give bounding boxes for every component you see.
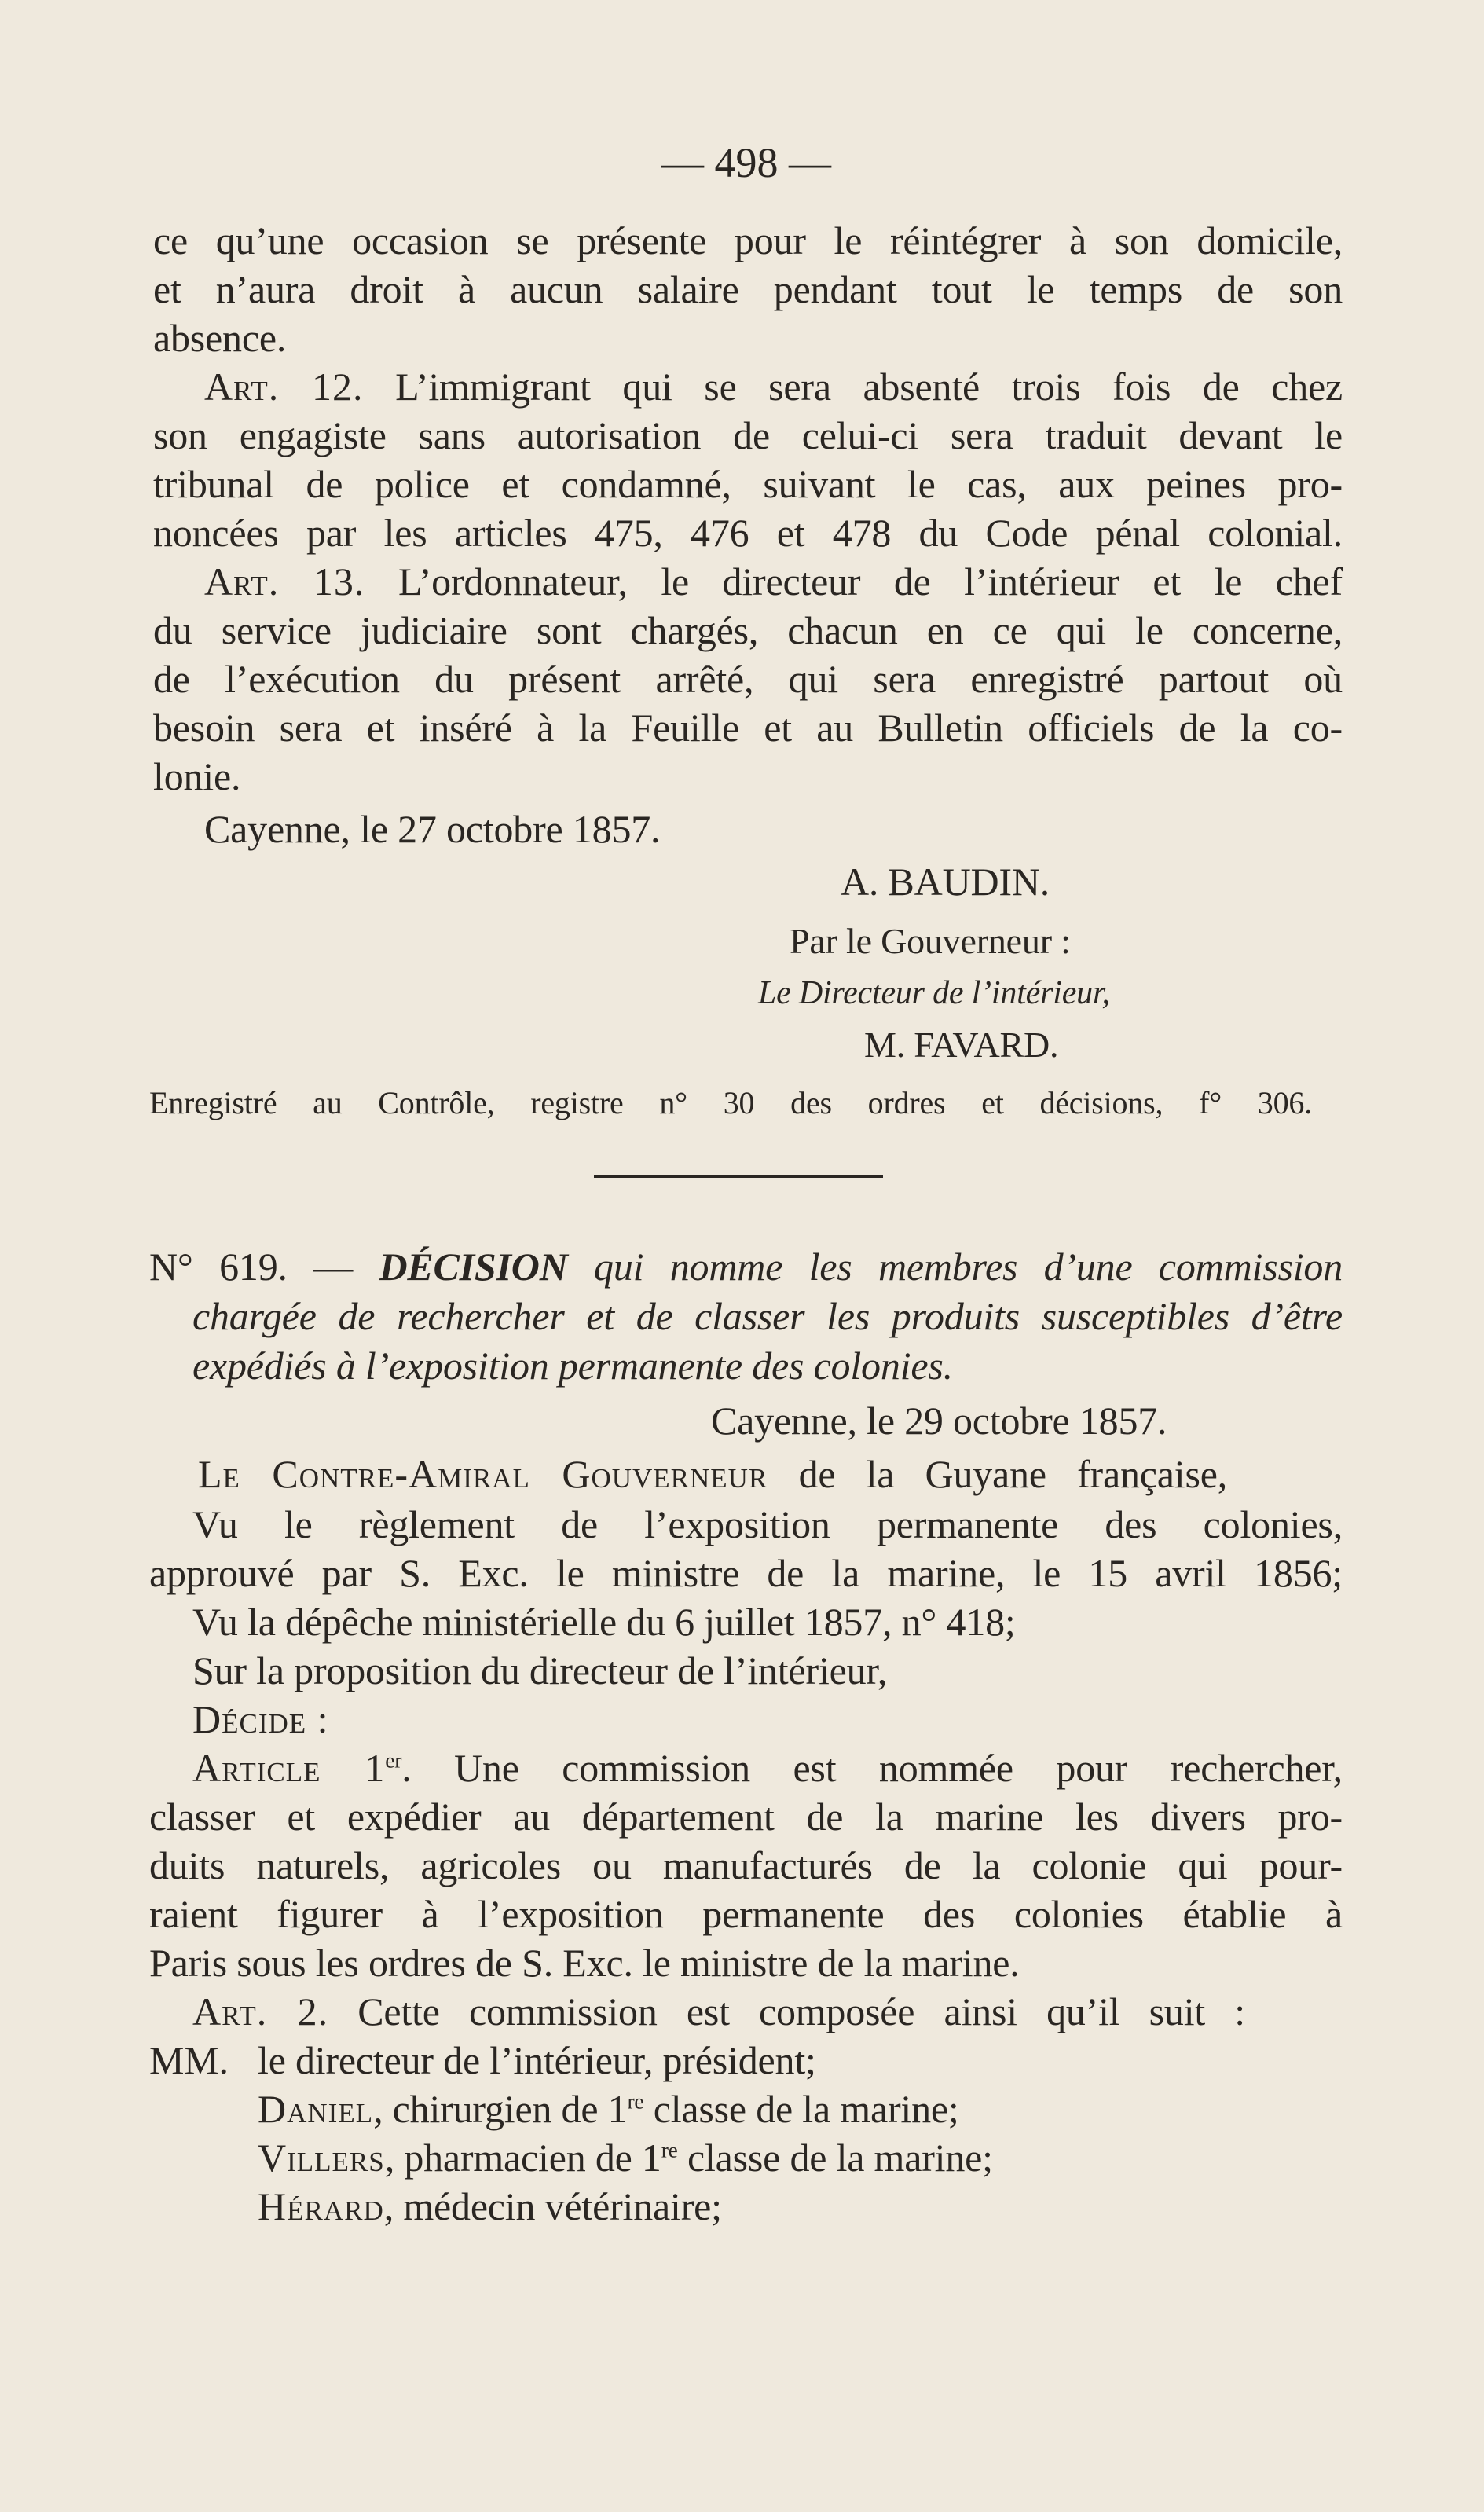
text-span: qui nomme les membres d’une commission [567, 1245, 1343, 1289]
text-line: absence. [153, 316, 287, 360]
member-name: Hérard [258, 2184, 384, 2228]
article-2-line [192, 1988, 1245, 2035]
place-date: Cayenne, le 27 octobre 1857. [204, 807, 661, 851]
text-span: , pharmacien de 1 [384, 2136, 661, 2180]
article-label: Art. 2. [192, 1989, 329, 2033]
decision-number: N° 619. — [149, 1245, 379, 1289]
article-13-line [204, 558, 1343, 605]
enregistre-note: Enregistré au Contrôle, registre n° 30 des ordres et décisions, f° 306. [149, 1085, 1312, 1120]
member-line: le directeur de l’intérieur, président; [258, 2038, 816, 2082]
superscript: re [661, 2137, 678, 2162]
decision-heading-line: expédiés à l’exposition permanente des colonies. [192, 1344, 953, 1388]
superscript: re [627, 2088, 644, 2114]
text-line: noncées par les articles 475, 476 et 478 du Code pénal colonial. [153, 511, 1343, 555]
member-line [258, 2134, 993, 2181]
text-line: raient figurer à l’exposition permanente des colonies établie à [149, 1892, 1343, 1936]
text-span: , chirurgien de 1 [373, 2087, 628, 2131]
text-line: Vu le règlement de l’exposition permanente des colonies, [192, 1502, 1343, 1546]
decision-heading-line [149, 1243, 1343, 1290]
text-span: de la Guyane française, [768, 1452, 1228, 1496]
text-line: Paris sous les ordres de S. Exc. le ministre de la marine. [149, 1941, 1020, 1985]
member-line [258, 2183, 722, 2230]
page-number: — 498 — [661, 139, 831, 186]
text-line: lonie. [153, 754, 241, 798]
text-line: et n’aura droit à aucun salaire pendant tout le temps de son [153, 267, 1343, 311]
text-line: classer et expédier au département de la marine les divers pro- [149, 1795, 1343, 1839]
text-span: L’immigrant qui se sera absenté trois fois de chez [363, 365, 1343, 409]
text-line: ce qu’une occasion se présente pour le réintégrer à son domicile, [153, 218, 1343, 262]
preamble [198, 1450, 1227, 1498]
text-line: duits naturels, agricoles ou manufacturés de la colonie qui pour- [149, 1843, 1343, 1887]
preamble-title: Le Contre-Amiral Gouverneur [198, 1452, 768, 1496]
text-span: classe de la marine; [643, 2087, 959, 2131]
decision-heading-line: chargée de rechercher et de classer les produits susceptibles d’être [192, 1294, 1343, 1338]
text-line: Sur la proposition du directeur de l’intérieur, [192, 1648, 888, 1692]
article-label: Art. 12. [204, 365, 364, 409]
text-line: besoin sera et inséré à la Feuille et au Bulletin officiels de la co- [153, 706, 1343, 750]
article-label: Art. 13. [204, 559, 365, 603]
text-line: approuvé par S. Exc. le ministre de la marine, le 15 avril 1856; [149, 1551, 1343, 1595]
text-span: Cette commission est composée ainsi qu’il suit : [328, 1989, 1245, 2033]
decide-label: Décide : [192, 1697, 329, 1741]
members-label: MM. [149, 2038, 229, 2082]
member-name: Daniel [258, 2087, 374, 2131]
text-line: de l’exécution du présent arrêté, qui sera enregistré partout où [153, 657, 1343, 701]
text-span: classe de la marine; [677, 2136, 993, 2180]
article-12-line [204, 363, 1343, 410]
member-name: Villers [258, 2136, 385, 2180]
text-line: tribunal de police et condamné, suivant le cas, aux peines pro- [153, 462, 1343, 506]
directeur-title: Le Directeur de l’intérieur, [758, 975, 1110, 1011]
article-label: Article 1 [192, 1746, 386, 1790]
separator-rule [594, 1175, 883, 1178]
text-span: . Une commission est nommée pour rechercher, [401, 1746, 1343, 1790]
superscript: er [385, 1747, 402, 1773]
text-line: du service judiciaire sont chargés, chacun en ce qui le concerne, [153, 608, 1343, 652]
member-line [258, 2085, 959, 2132]
text-span: , médecin vétérinaire; [383, 2184, 722, 2228]
directeur-name: M. FAVARD. [864, 1025, 1059, 1065]
article-1-line [192, 1744, 1343, 1791]
text-span: L’ordonnateur, le directeur de l’intérieur et le chef [365, 559, 1343, 603]
text-line: son engagiste sans autorisation de celui-ci sera traduit devant le [153, 413, 1343, 457]
par-le-gouverneur: Par le Gouverneur : [790, 921, 1071, 961]
decision-date: Cayenne, le 29 octobre 1857. [711, 1399, 1167, 1443]
text-line: Vu la dépêche ministérielle du 6 juillet 1857, n° 418; [192, 1600, 1016, 1644]
decision-word: DÉCISION [379, 1245, 568, 1289]
signature: A. BAUDIN. [841, 860, 1050, 904]
